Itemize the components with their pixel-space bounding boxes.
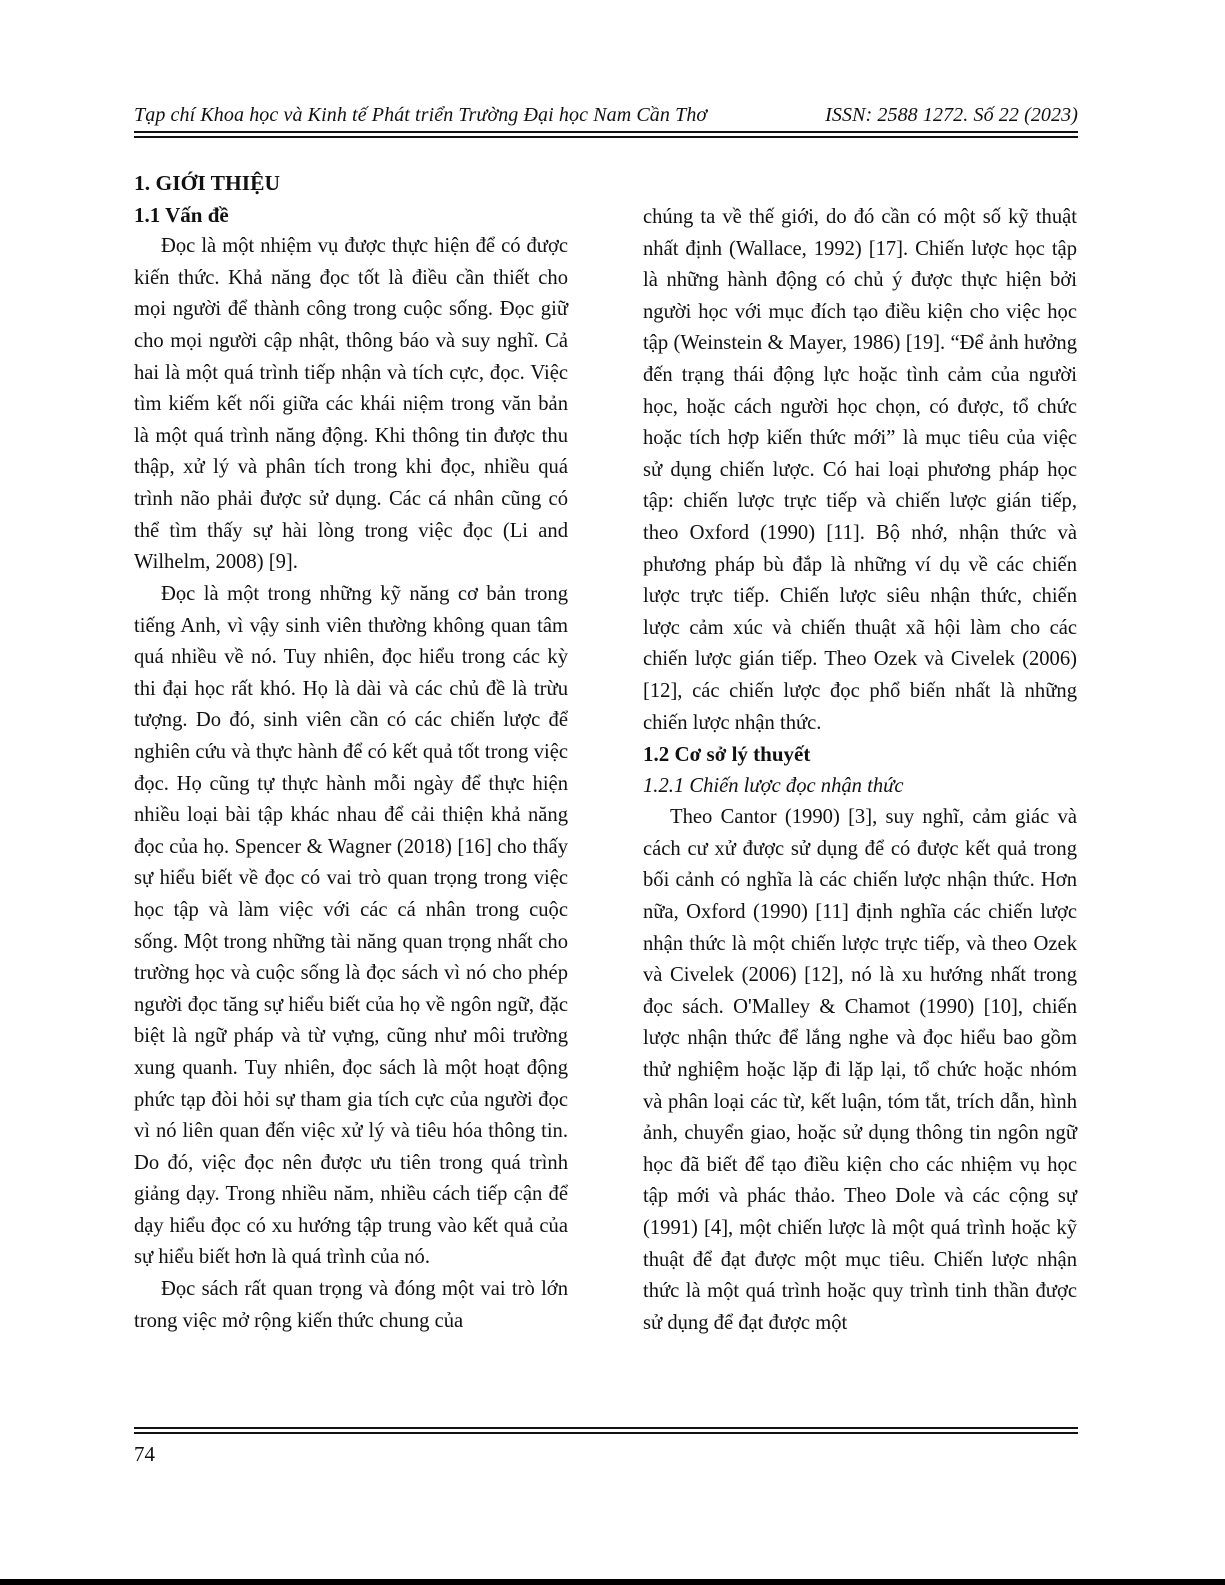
left-column: [134, 168, 568, 1338]
scan-border: [0, 1579, 1225, 1585]
issn-issue: ISSN: 2588 1272. Số 22 (2023): [825, 104, 1078, 126]
page-number: 74: [134, 1442, 155, 1466]
subsection-title: 1.1 Vấn đề: [134, 202, 229, 227]
header-rule-double: [134, 136, 1078, 138]
header-rule: [134, 131, 1078, 133]
right-column: [643, 202, 1077, 1339]
body-paragraph: Theo Cantor (1990) [3], suy nghĩ, cảm giác và cách cư xử được sử dụng để có được kết quả trong bối cảnh có nghĩa là các chiến lược nhận thức. Hơn nữa, Oxford (1990) [11] định nghĩa các chiến lược nhận thức là một chiến lược trực tiếp, và theo Ozek và Civelek (2006) [12], nó là xu hướng nhất trong đọc sách. O'Malley & Chamot (1990) [10], chiến lược nhận thức để lắng nghe và đọc hiểu bao gồm thử nghiệm hoặc lặp đi lặp lại, tổ chức hoặc nhóm và phân loại các từ, kết luận, tóm tắt, trích dẫn, hình ảnh, chuyển giao, hoặc sử dụng thông tin ngôn ngữ học đã biết để tạo điều kiện cho các nhiệm vụ học tập mới và phác thảo. Theo Dole và các cộng sự (1991) [4], một chiến lược là một quá trình hoặc kỹ thuật để đạt được một mục tiêu. Chiến lược nhận thức là một quá trình hoặc quy trình tinh thần được sử dụng để đạt được một: [643, 806, 1077, 1334]
subsection-title: 1.2 Cơ sở lý thuyết: [643, 742, 811, 767]
subsubsection-title: 1.2.1 Chiến lược đọc nhận thức: [643, 774, 904, 797]
section-title: 1. GIỚI THIỆU: [134, 171, 280, 195]
footer-rule-double: [134, 1432, 1078, 1434]
running-header: [134, 104, 1078, 127]
journal-title: Tạp chí Khoa học và Kinh tế Phát triển Trường Đại học Nam Cần Thơ: [134, 104, 708, 126]
body-paragraph: Đọc là một nhiệm vụ được thực hiện để có được kiến thức. Khả năng đọc tốt là điều cần thiết cho mọi người để thành công trong cuộc sống. Đọc giữ cho mọi người cập nhật, thông báo và suy nghĩ. Cả hai là một quá trình tiếp nhận và tích cực, đọc. Việc tìm kiếm kết nối giữa các khái niệm trong văn bản là một quá trình năng động. Khi thông tin được thu thập, xử lý và phân tích trong khi đọc, nhiều quá trình não phải được sử dụng. Các cá nhân cũng có thể tìm thấy sự hài lòng trong việc đọc (Li and Wilhelm, 2008) [9].: [134, 235, 568, 574]
body-paragraph: Đọc sách rất quan trọng và đóng một vai trò lớn trong việc mở rộng kiến thức chung của: [134, 1278, 568, 1332]
body-paragraph-continued: chúng ta về thế giới, do đó cần có một số kỹ thuật nhất định (Wallace, 1992) [17]. Chiến lược học tập là những hành động có chủ ý được thực hiện bởi người học với mục đích tạo điều kiện cho việc học tập (Weinstein & Mayer, 1986) [19]. “Để ảnh hưởng đến trạng thái động lực hoặc tình cảm của người học, hoặc cách người học chọn, có được, tổ chức hoặc tích hợp kiến thức mới” là mục tiêu của việc sử dụng chiến lược. Có hai loại phương pháp học tập: chiến lược trực tiếp và chiến lược gián tiếp, theo Oxford (1990) [11]. Bộ nhớ, nhận thức và phương pháp bù đắp là những ví dụ về các chiến lược trực tiếp. Chiến lược siêu nhận thức, chiến lược cảm xúc và chiến thuật xã hội làm cho các chiến lược gián tiếp. Theo Ozek và Civelek (2006) [12], các chiến lược đọc phổ biến nhất là những chiến lược nhận thức.: [643, 206, 1077, 734]
footer-rule: [134, 1427, 1078, 1429]
body-paragraph: Đọc là một trong những kỹ năng cơ bản trong tiếng Anh, vì vậy sinh viên thường không quan tâm quá nhiều về nó. Tuy nhiên, đọc hiểu trong các kỳ thi đại học rất khó. Họ là dài và các chủ đề là trừu tượng. Do đó, sinh viên cần có các chiến lược để nghiên cứu và thực hành để có kết quả tốt trong việc đọc. Họ cũng tự thực hành mỗi ngày để thực hiện nhiều loại bài tập khác nhau để cải thiện khả năng đọc của họ. Spencer & Wagner (2018) [16] cho thấy sự hiểu biết về đọc có vai trò quan trọng trong việc học tập và làm việc với các cá nhân trong cuộc sống. Một trong những tài năng quan trọng nhất cho trường học và cuộc sống là đọc sách vì nó cho phép người đọc tăng sự hiểu biết của họ về ngôn ngữ, đặc biệt là ngữ pháp và từ vựng, cũng như môi trường xung quanh. Tuy nhiên, đọc sách là một hoạt động phức tạp đòi hỏi sự tham gia tích cực của người đọc vì nó liên quan đến việc xử lý và tiêu hóa thông tin. Do đó, việc đọc nên được ưu tiên trong quá trình giảng dạy. Trong nhiều năm, nhiều cách tiếp cận để dạy hiểu đọc có xu hướng tập trung vào kết quả của sự hiểu biết hơn là quá trình của nó.: [134, 583, 568, 1269]
